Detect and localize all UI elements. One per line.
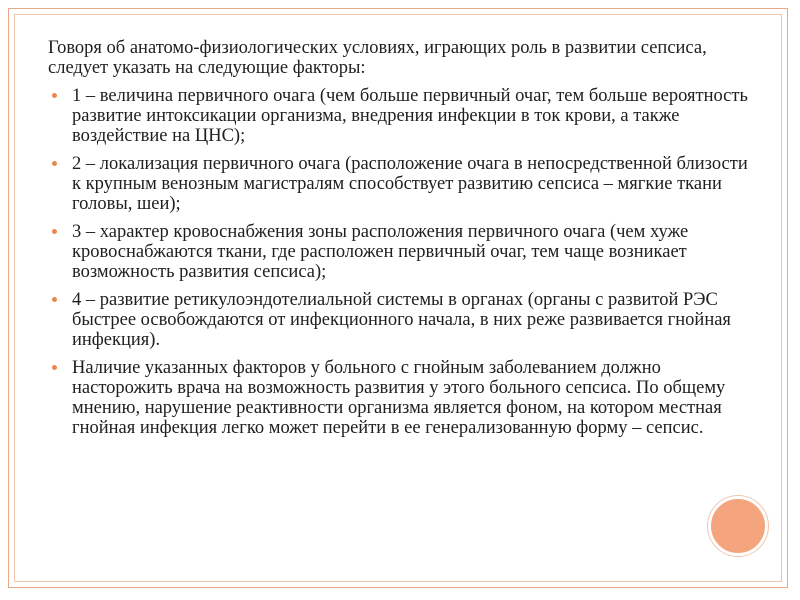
decorative-circle-icon bbox=[708, 496, 768, 556]
list-item-text: 3 – характер кровоснабжения зоны расположения первичного очага (чем хуже кровоснабжаются ткани, где расположен первичный очаг, тем чаще возникает возможность развития сепсиса); bbox=[72, 222, 689, 282]
bullet-icon bbox=[52, 229, 57, 234]
bullet-icon bbox=[52, 365, 57, 370]
list-item-text: 2 – локализация первичного очага (расположение очага в непосредственной близости к крупным венозным магистралям способствует развитию сепсиса – мягкие ткани головы, шеи); bbox=[72, 154, 748, 214]
list-item-text: 4 – развитие ретикулоэндотелиальной системы в органах (органы с развитой РЭС быстрее освобождаются от инфекционного начала, в них реже развивается гнойная инфекция). bbox=[72, 290, 731, 350]
list-item bbox=[48, 290, 748, 350]
slide-content bbox=[48, 38, 748, 446]
factor-list bbox=[48, 86, 748, 438]
bullet-icon bbox=[52, 93, 57, 98]
list-item bbox=[48, 222, 748, 282]
bullet-icon bbox=[52, 297, 57, 302]
list-item bbox=[48, 358, 748, 438]
list-item-text: 1 – величина первичного очага (чем больше первичный очаг, тем больше вероятность развитие интоксикации организма, внедрения инфекции в ток крови, а также воздействие на ЦНС); bbox=[72, 86, 748, 146]
intro-paragraph: Говоря об анатомо-физиологических условиях, играющих роль в развитии сепсиса, следует указать на следующие факторы: bbox=[48, 38, 707, 78]
bullet-icon bbox=[52, 161, 57, 166]
list-item-text: Наличие указанных факторов у больного с гнойным заболеванием должно насторожить врача на возможность развития у этого больного сепсиса. По общему мнению, нарушение реактивности организма является фоном, на котором местная гнойная инфекция легко может перейти в ее генерализованную форму – сепсис. bbox=[72, 358, 726, 438]
list-item bbox=[48, 154, 748, 214]
list-item bbox=[48, 86, 748, 146]
